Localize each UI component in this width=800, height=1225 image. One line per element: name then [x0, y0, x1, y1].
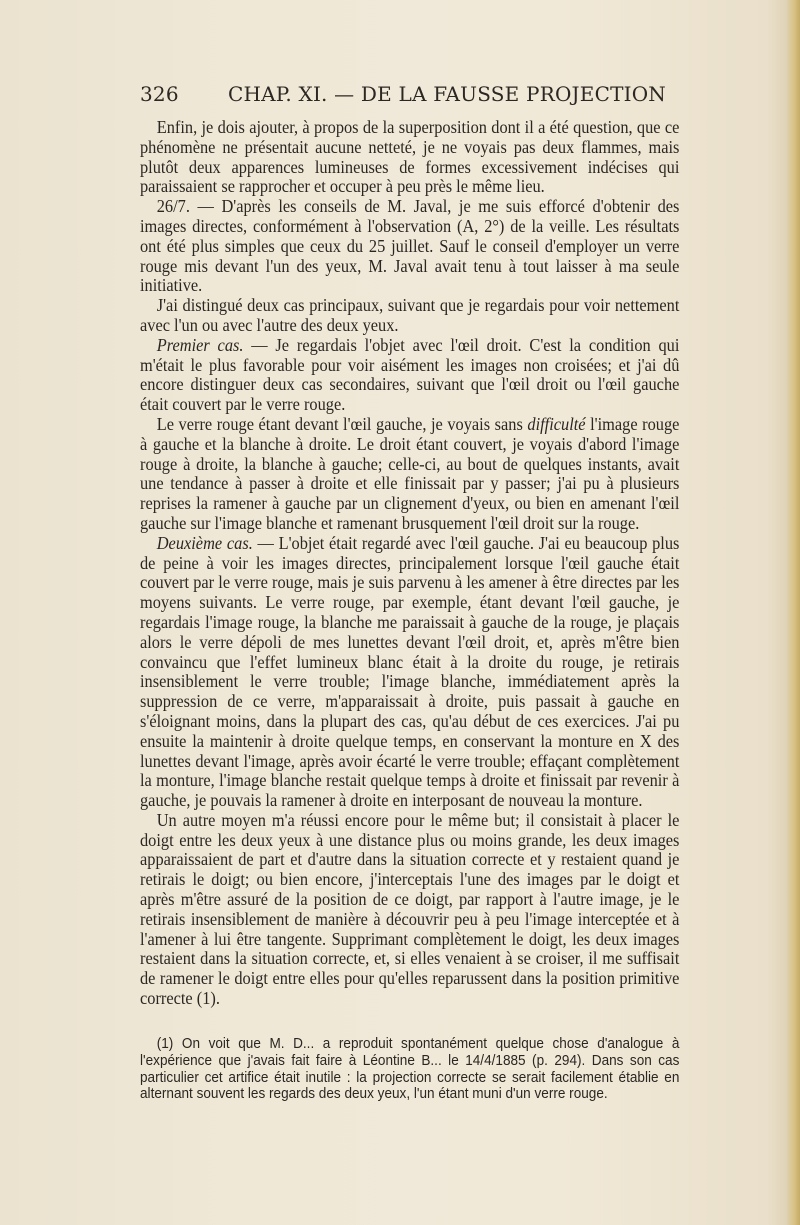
verre-rouge-text-b: l'image rouge à gauche et la blanche à droite. Le droit étant couvert, je voyais d'abord l'image rouge à droite, la blanche à gauche; celle-ci, au bout de quelques instants, avait une tendance à passer à droite et elle finissait par y passer; j'ai pu à plusieurs reprises la ramener à gauche par un clignement d'yeux, ou bien en amenant l'œil gauche sur l'image blanche et ramenant brusquement l'œil droit sur la rouge.	[140, 413, 680, 533]
paragraph-premier-cas	[140, 336, 679, 415]
page-number: 326	[140, 82, 179, 106]
body-text	[140, 118, 679, 1009]
paragraph-deuxieme-cas	[140, 534, 679, 811]
chapter-title: CHAP. XI. — DE LA FAUSSE PROJECTION	[228, 82, 667, 106]
paragraph-autre-moyen: Un autre moyen m'a réussi encore pour le même but; il consistait à placer le doigt entre les deux yeux à une distance plus ou moins grande, les deux images apparaissaient de part et d'autre dans la situation correcte et y restaient quand je retirais le doigt; ou bien encore, j'interceptais l'une des images par le doigt et après m'être assuré de la position de ce doigt, par rapport à l'autre image, je le retirais insensiblement de manière à découvrir peu à peu l'image interceptée et à l'amener à lui être tangente. Supprimant complètement le doigt, les deux images restaient dans la situation correcte, et, si elles venaient à se croiser, il me suffisait de ramener le doigt entre elles pour qu'elles reparussent dans la position primitive correcte (1).	[140, 809, 680, 1009]
paragraph-deux-cas: J'ai distingué deux cas principaux, suivant que je regardais pour voir nettement avec l'un ou avec l'autre des deux yeux.	[140, 295, 680, 335]
paragraph-verre-rouge	[140, 415, 679, 534]
difficulte-word: difficulté	[527, 413, 586, 434]
footnote-text: (1) On voit que M. D... a reproduit spontanément quelque chose d'analogue à l'expérience que j'avais fait faire à Léontine B... le 14/4/1885 (p. 294). Dans son cas particulier cet artifice était inutile : la projection correcte se serait facilement établie en alternant souvent les regards des deux yeux, l'un étant muni d'un verre rouge.	[140, 1036, 680, 1103]
page-edge-stain	[786, 0, 800, 1225]
paragraph-superposition: Enfin, je dois ajouter, à propos de la superposition dont il a été question, que ce phénomène ne présentait aucune netteté, je ne voyais pas deux flammes, mais plutôt deux apparences lumineuses de formes excessivement indécises qui paraissaient se rapprocher et occuper à peu près le même lieu.	[140, 117, 680, 197]
deuxieme-cas-label: Deuxième cas.	[156, 532, 253, 553]
running-header	[140, 82, 680, 108]
premier-cas-label: Premier cas.	[156, 334, 244, 355]
premier-cas-text: — Je regardais l'objet avec l'œil droit. C'est la condition qui m'était le plus favorable pour voir aisément les images non croisées; et j'ai dû encore distinguer deux cas secondaires, suivant que l'œil droit ou l'œil gauche était couvert par le verre rouge.	[140, 334, 680, 415]
footnote	[140, 1036, 679, 1103]
paragraph-26-7: 26/7. — D'après les conseils de M. Javal, je me suis efforcé d'obtenir des images directes, conformément à l'observation (A, 2°) de la veille. Les résultats ont été plus simples que ceux du 25 juillet. Sauf le conseil d'employer un verre rouge mis devant l'un des yeux, M. Javal avait tenu à tout laisser à ma seule initiative.	[140, 196, 680, 296]
deuxieme-cas-text: — L'objet était regardé avec l'œil gauche. J'ai eu beaucoup plus de peine à voir les images directes, principalement lorsque l'œil gauche était couvert par le verre rouge, mais je suis parvenu à les amener à être directes par les moyens suivants. Le verre rouge, par exemple, étant devant l'œil gauche, je regardais l'image rouge, la blanche me paraissait à gauche de la rouge, je plaçais alors le verre dépoli de mes lunettes devant l'œil droit, et, après m'être bien convaincu que l'effet lumineux blanc était à la droite du rouge, je retirais insensiblement le verre trouble; l'image blanche, immédiatement après la suppression de ce verre, m'apparaissait à droite, puis passait à gauche en s'éloignant moins, dans la plupart des cas, qu'au début de ces exercices. J'ai pu ensuite la maintenir à droite quelque temps, en conservant la monture en X des lunettes devant l'image, après avoir écarté le verre trouble; effaçant complètement la monture, l'image blanche restait quelque temps à droite et finissait par revenir à gauche, je pouvais la ramener à droite en interposant de nouveau la monture.	[140, 532, 680, 811]
verre-rouge-text-a: Le verre rouge étant devant l'œil gauche, je voyais sans	[156, 413, 528, 434]
